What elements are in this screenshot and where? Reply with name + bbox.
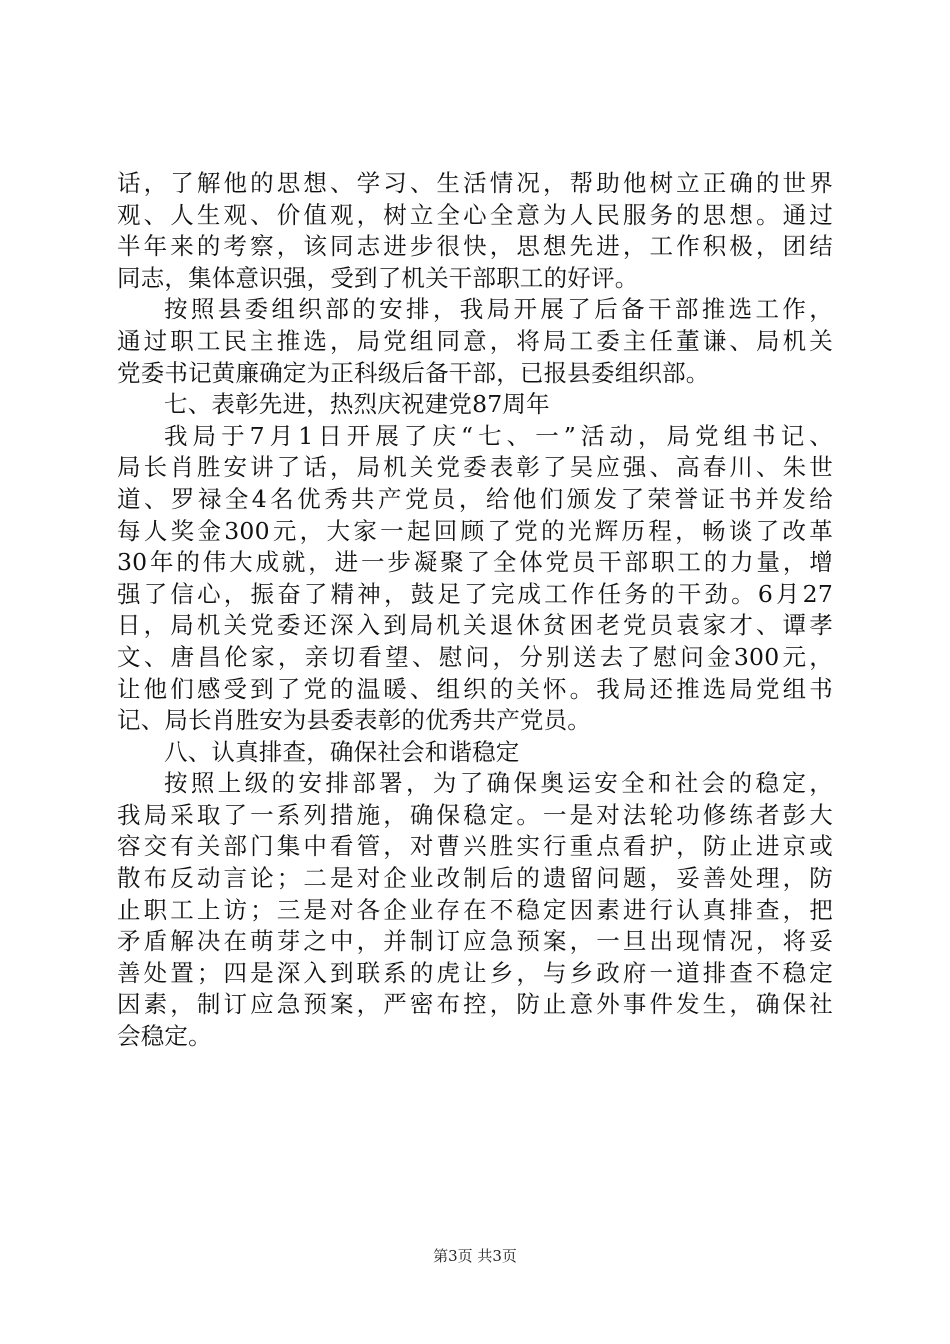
text-line: 止职工上访；三是对各企业存在不稳定因素进行认真排查，把 bbox=[117, 895, 833, 924]
text-line: 容交有关部门集中看管，对曹兴胜实行重点看护，防止进京或 bbox=[117, 832, 833, 861]
text-line: 文、唐昌伦家，亲切看望、慰问，分别送去了慰问金300元， bbox=[117, 642, 833, 671]
text-line: 党委书记黄廉确定为正科级后备干部，已报县委组织部。 bbox=[117, 358, 710, 387]
text-line: 我局于7月1日开展了庆“七、一”活动，局党组书记、 bbox=[164, 421, 833, 450]
text-line: 每人奖金300元，大家一起回顾了党的光辉历程，畅谈了改革 bbox=[117, 516, 833, 545]
text-line: 我局采取了一系列措施，确保稳定。一是对法轮功修练者彭大 bbox=[117, 800, 833, 829]
document-body bbox=[117, 168, 833, 1053]
text-line: 因素，制订应急预案，严密布控，防止意外事件发生，确保社 bbox=[117, 990, 833, 1019]
text-line: 按照上级的安排部署，为了确保奥运安全和社会的稳定， bbox=[164, 769, 833, 798]
text-line: 让他们感受到了党的温暖、组织的关怀。我局还推选局党组书 bbox=[117, 674, 833, 703]
text-line: 道、罗禄全4名优秀共产党员，给他们颁发了荣誉证书并发给 bbox=[117, 484, 833, 513]
text-line: 30年的伟大成就，进一步凝聚了全体党员干部职工的力量，增 bbox=[117, 548, 833, 577]
text-line: 矛盾解决在萌芽之中，并制订应急预案，一旦出现情况，将妥 bbox=[117, 927, 833, 956]
text-line: 日，局机关党委还深入到局机关退休贫困老党员袁家才、谭孝 bbox=[117, 611, 833, 640]
text-line: 会稳定。 bbox=[117, 1022, 212, 1051]
text-line: 话，了解他的思想、学习、生活情况，帮助他树立正确的世界 bbox=[117, 169, 833, 197]
text-line: 记、局长肖胜安为县委表彰的优秀共产党员。 bbox=[117, 706, 591, 735]
page-footer bbox=[0, 1246, 950, 1266]
page-number-label: 第3页 共3页 bbox=[433, 1247, 517, 1265]
text-line: 散布反动言论；二是对企业改制后的遗留问题，妥善处理，防 bbox=[117, 864, 833, 893]
text-line: 七、表彰先进，热烈庆祝建党87周年 bbox=[164, 390, 550, 419]
text-line: 半年来的考察，该同志进步很快，思想先进，工作积极，团结 bbox=[117, 232, 833, 261]
text-line: 按照县委组织部的安排，我局开展了后备干部推选工作， bbox=[164, 295, 833, 324]
text-line: 观、人生观、价值观，树立全心全意为人民服务的思想。通过 bbox=[117, 200, 833, 229]
text-line: 通过职工民主推选，局党组同意，将局工委主任董谦、局机关 bbox=[117, 326, 833, 355]
text-line: 同志，集体意识强，受到了机关干部职工的好评。 bbox=[117, 263, 639, 292]
text-line: 八、认真排查，确保社会和谐稳定 bbox=[164, 737, 520, 766]
text-line: 善处置；四是深入到联系的虎让乡，与乡政府一道排查不稳定 bbox=[117, 958, 833, 987]
text-line: 强了信心，振奋了精神，鼓足了完成工作任务的干劲。6月27 bbox=[117, 579, 833, 608]
text-line: 局长肖胜安讲了话，局机关党委表彰了吴应强、高春川、朱世 bbox=[117, 453, 833, 482]
